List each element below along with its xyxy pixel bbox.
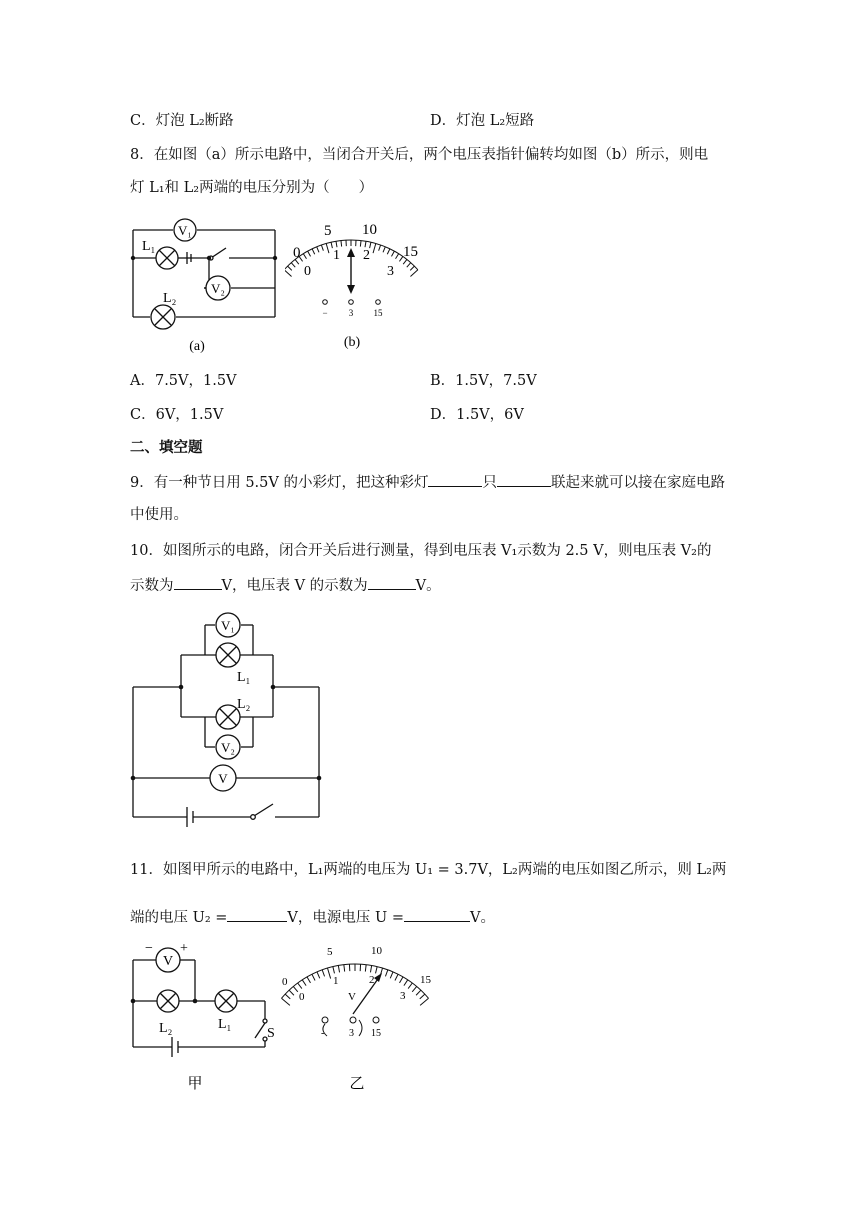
meter-tick [360, 241, 361, 247]
q11-blank-1[interactable] [227, 907, 287, 922]
meter-tick [327, 968, 330, 979]
meter-tick [338, 965, 339, 972]
meter-tick [298, 983, 302, 989]
q7-option-c: C．灯泡 L₂断路 [130, 113, 234, 129]
meter-tick [385, 970, 387, 977]
q10-v1-label: V₁ [221, 618, 235, 633]
meter-tick [365, 241, 366, 247]
q10-circuit-diagram [125, 605, 330, 835]
meter-y-upper-10: 10 [371, 945, 382, 957]
meter-tick [317, 972, 320, 978]
meter-tick [403, 259, 407, 264]
meter-tick [410, 270, 417, 277]
q8-stem-line1: 8．在如图（a）所示电路中，当闭合开关后，两个电压表指针偏转均如图（b）所示，则电 [130, 147, 709, 163]
meter-tick [281, 998, 289, 1005]
q8-caption-a: (a) [189, 339, 205, 354]
meter-tick [333, 967, 335, 974]
meter-y-upper-0: 0 [282, 976, 288, 988]
q11-minus-label: − [145, 941, 153, 956]
q8-option-a: A．7.5V，1.5V [130, 373, 237, 389]
q11-circuit-diagram-jia [125, 935, 285, 1095]
meter-b-terminal-minus: − [322, 308, 328, 318]
q11-stem-line1: 11．如图甲所示的电路中，L₁两端的电压为 U₁ = 3.7V，L₂两端的电压如图乙所示，则 L₂两 [130, 862, 727, 878]
meter-b-upper-10: 10 [362, 222, 377, 238]
meter-y-terminal-15: 15 [371, 1028, 381, 1039]
meter-b-lower-2: 2 [363, 248, 370, 263]
meter-tick [412, 986, 416, 991]
meter-y-lower-3: 3 [400, 990, 406, 1002]
meter-tick [336, 241, 337, 247]
meter-y-terminal-minus: - [321, 1028, 325, 1039]
meter-tick [307, 977, 311, 983]
q10-blank-2[interactable] [368, 575, 416, 590]
q11-plus-label: + [180, 941, 188, 956]
q11-v-label: V [162, 954, 174, 969]
q11-text-b: V，电源电压 U = [287, 910, 404, 926]
q8-option-d: D．1.5V，6V [430, 407, 524, 423]
q8-l2-label: L₂ [163, 291, 177, 306]
meter-b-lower-1: 1 [333, 248, 340, 263]
q9-stem-line1 [130, 472, 725, 493]
q8-v2-label: V₂ [211, 281, 225, 296]
meter-tick [391, 251, 394, 256]
meter-tick [341, 241, 342, 247]
meter-tick [420, 994, 425, 999]
meter-tick [344, 965, 345, 972]
meter-tick [404, 980, 408, 986]
q9-blank-1[interactable] [428, 472, 482, 487]
meter-tick [400, 977, 404, 983]
q9-text-c: 联起来就可以接在家庭电路 [550, 475, 725, 491]
q9-text-b: 只 [482, 475, 497, 491]
q9-text-a: 9．有一种节日用 5.5V 的小彩灯，把这种彩灯 [130, 475, 429, 491]
q8-v1-label: V₁ [178, 223, 192, 238]
meter-tick [416, 990, 421, 995]
meter-y-terminal-3: 3 [349, 1028, 354, 1039]
q10-text-a: 示数为 [130, 578, 174, 594]
meter-tick [383, 247, 385, 253]
q8-caption-b: (b) [343, 335, 361, 350]
q9-blank-2[interactable] [497, 472, 551, 487]
meter-tick [302, 980, 306, 986]
meter-tick [288, 266, 292, 270]
meter-tick [308, 251, 311, 256]
meter-tick [408, 983, 412, 989]
meter-tick [312, 974, 315, 980]
q10-v-label: V [218, 771, 228, 786]
meter-tick [390, 972, 393, 978]
meter-y-upper-5: 5 [327, 946, 333, 958]
meter-tick [303, 254, 306, 259]
q11-stem-line2 [130, 907, 495, 928]
meter-tick [326, 243, 329, 253]
meter-tick [395, 974, 398, 980]
meter-b-terminal-3: 3 [348, 308, 354, 318]
meter-tick [379, 245, 381, 251]
meter-tick [291, 263, 295, 267]
q10-l2-label: L₂ [237, 697, 251, 712]
meter-tick [387, 249, 390, 254]
meter-tick [317, 247, 319, 253]
meter-b-upper-15: 15 [403, 244, 418, 260]
meter-tick [370, 965, 371, 972]
q11-text-c: V。 [469, 910, 495, 926]
q8-l1-label: L₁ [142, 239, 156, 254]
meter-tick [373, 243, 376, 253]
q8-circuit-diagram-a [125, 210, 285, 360]
meter-y-center-v: V [348, 991, 356, 1003]
meter-tick [312, 249, 315, 254]
meter-tick [293, 986, 297, 991]
meter-tick [365, 965, 366, 972]
q11-voltmeter-dial-yi [275, 938, 440, 1093]
q11-l1-label: L₁ [218, 1017, 232, 1032]
meter-tick [396, 254, 399, 259]
q11-blank-2[interactable] [404, 907, 470, 922]
q11-s-label: S [267, 1026, 275, 1041]
q11-caption-yi: 乙 [349, 1076, 365, 1092]
meter-b-upper-5: 5 [324, 223, 332, 239]
meter-tick [289, 990, 294, 995]
q8-stem-line2: 灯 L₁和 L₂两端的电压分别为（ ） [130, 180, 374, 196]
q8-option-c: C．6V，1.5V [130, 407, 224, 423]
meter-b-lower-3: 3 [387, 264, 394, 279]
q7-option-d: D．灯泡 L₂短路 [430, 113, 535, 129]
q11-text-a: 端的电压 U₂ = [130, 910, 228, 926]
q10-stem-line2 [130, 575, 441, 596]
meter-tick [285, 994, 290, 999]
meter-tick [407, 263, 411, 267]
q10-blank-1[interactable] [174, 575, 222, 590]
q10-stem-line1: 10．如图所示的电路，闭合开关后进行测量，得到电压表 V₁示数为 2.5 V，则电压表 V₂的 [130, 543, 712, 559]
meter-b-terminal-15: 15 [373, 308, 383, 318]
meter-tick [420, 998, 428, 1005]
section-title-fill-blank: 二、填空题 [130, 439, 203, 456]
meter-tick [321, 245, 323, 251]
q10-text-b: V，电压表 V 的示数为 [221, 578, 368, 594]
q11-l2-label: L₂ [159, 1021, 173, 1036]
meter-y-lower-1: 1 [333, 975, 339, 987]
q10-l1-label: L₁ [237, 670, 251, 685]
q8-voltmeter-dial-b [285, 212, 425, 357]
meter-y-upper-15: 15 [420, 974, 431, 986]
q9-stem-line2: 中使用。 [130, 507, 188, 523]
meter-b-lower-0: 0 [304, 264, 311, 279]
meter-b-upper-0: 0 [293, 245, 301, 261]
meter-y-lower-0: 0 [299, 991, 305, 1003]
meter-tick [376, 967, 378, 974]
meter-tick [322, 970, 324, 977]
meter-y-lower-2: 2 [369, 974, 375, 986]
meter-tick [410, 266, 414, 270]
q10-text-c: V。 [415, 578, 441, 594]
q10-v2-label: V₂ [221, 740, 235, 755]
q11-caption-jia: 甲 [187, 1076, 203, 1092]
q8-option-b: B．1.5V，7.5V [430, 373, 537, 389]
meter-tick [285, 270, 292, 277]
